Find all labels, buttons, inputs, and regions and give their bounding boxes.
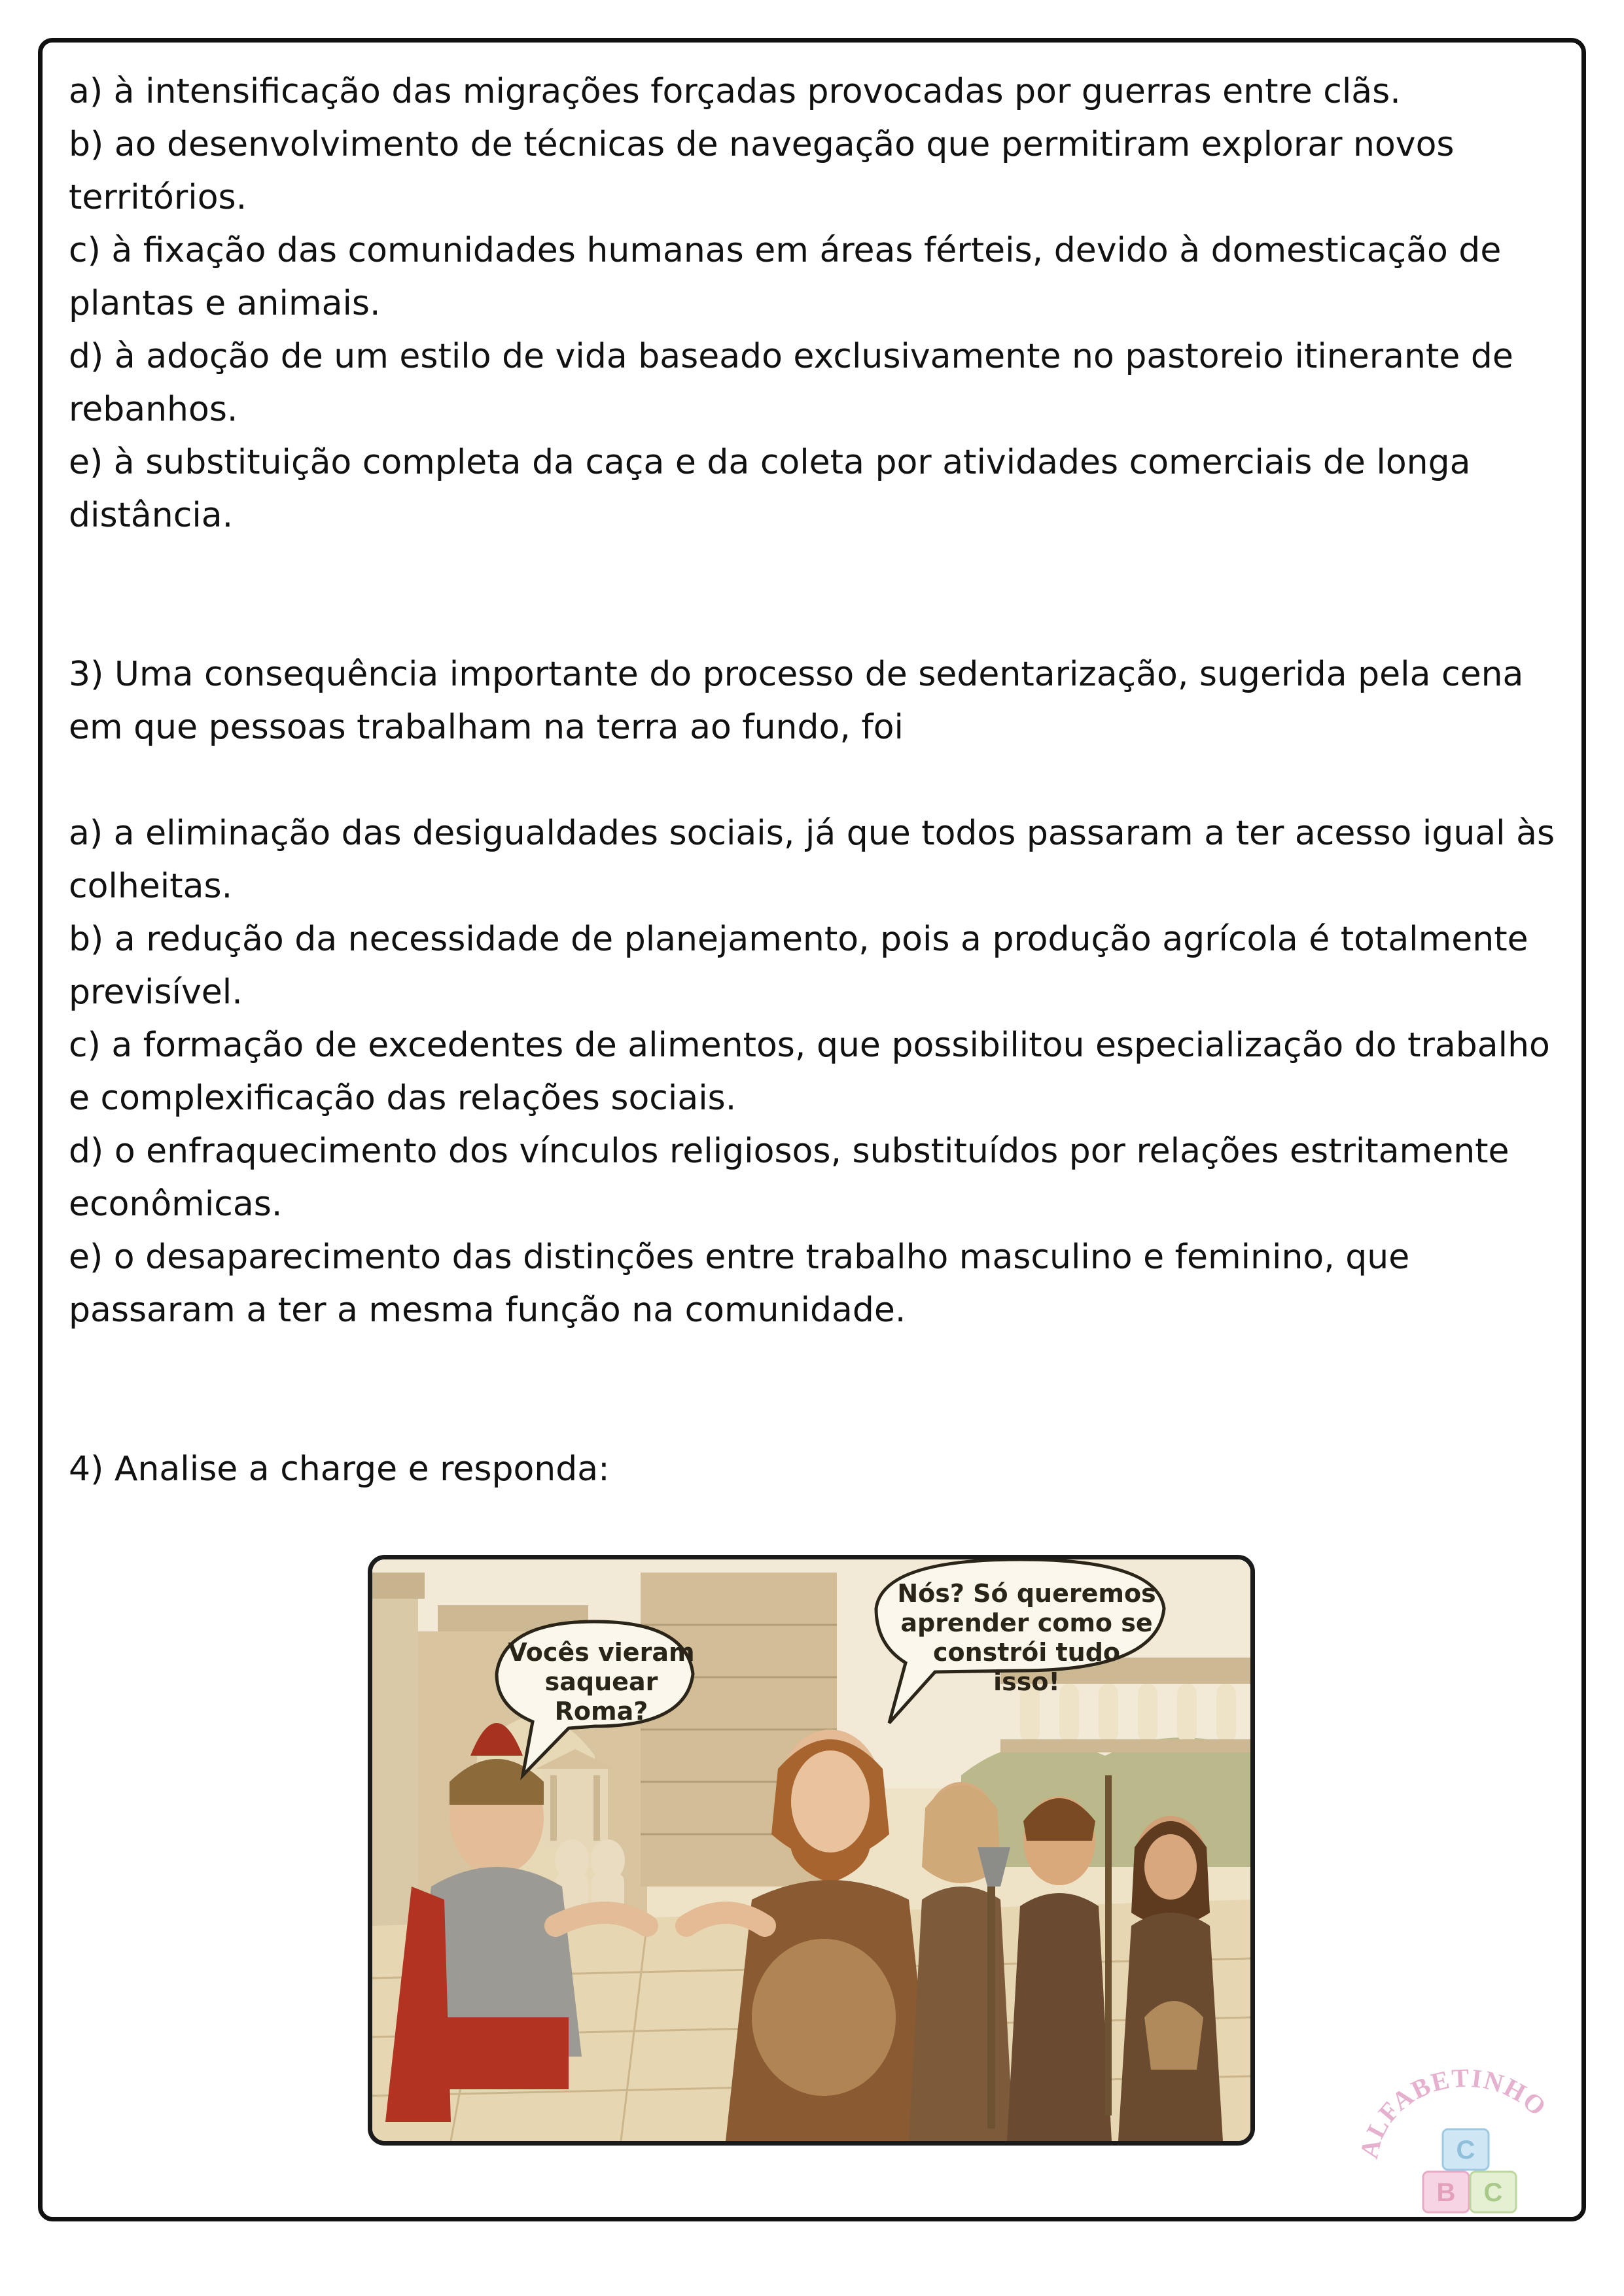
speech-bubble-barbarian bbox=[896, 1579, 1157, 1697]
q2-option-c: c) à fixação das comunidades humanas em áreas férteis, devido à domesticação de plantas e animais. bbox=[69, 231, 1502, 323]
comic-illustration bbox=[368, 1555, 1255, 2146]
q4-prompt: 4) Analise a charge e responda: bbox=[69, 1450, 610, 1489]
bubble-barbarian-line3: constrói tudo isso! bbox=[932, 1638, 1121, 1696]
alfabetinho-logo-graphic bbox=[1358, 2067, 1574, 2224]
q3-prompt: 3) Uma consequência importante do processo de sedentarização, sugerida pela cena em que pessoas trabalham na terra ao fundo, foi bbox=[69, 655, 1524, 747]
q2-option-a: a) à intensificação das migrações forçadas provocadas por guerras entre clãs. bbox=[69, 72, 1401, 111]
logo-text: LFABETINHO bbox=[1360, 2067, 1553, 2143]
q3-option-d: d) o enfraquecimento dos vínculos religiosos, substituídos por relações estritamente econômicas. bbox=[69, 1132, 1509, 1224]
q2-option-d: d) à adoção de um estilo de vida baseado exclusivamente no pastoreio itinerante de rebanhos. bbox=[69, 337, 1513, 429]
logo-block-left: B bbox=[1436, 2178, 1456, 2207]
bubble-roman-line1: Vocês vieram bbox=[508, 1638, 695, 1667]
q3-option-e: e) o desaparecimento das distinções entre trabalho masculino e feminino, que passaram a ter a mesma função na comunidade. bbox=[69, 1238, 1410, 1330]
q2-option-b: b) ao desenvolvimento de técnicas de navegação que permitiram explorar novos territórios. bbox=[69, 125, 1455, 217]
logo-block-right: C bbox=[1483, 2178, 1503, 2207]
q3-option-b: b) a redução da necessidade de planejamento, pois a produção agrícola é totalmente previsível. bbox=[69, 920, 1528, 1012]
bubble-barbarian-line1: Nós? Só queremos bbox=[897, 1579, 1156, 1608]
speech-bubble-roman bbox=[506, 1638, 696, 1726]
logo-block-top: C bbox=[1456, 2136, 1475, 2165]
bubble-barbarian-line2: aprender como se bbox=[900, 1609, 1153, 1637]
q3-option-a: a) a eliminação das desigualdades sociais, já que todos passaram a ter acesso igual às colheitas. bbox=[69, 814, 1555, 906]
q3-option-c: c) a formação de excedentes de alimentos, que possibilitou especialização do trabalho e complexificação das relações sociais. bbox=[69, 1026, 1550, 1118]
alfabetinho-logo bbox=[1358, 2067, 1574, 2224]
page-content bbox=[69, 65, 1567, 1496]
q2-option-e: e) à substituição completa da caça e da coleta por atividades comerciais de longa distância. bbox=[69, 443, 1471, 535]
bubble-roman-line2: saquear Roma? bbox=[544, 1667, 658, 1726]
